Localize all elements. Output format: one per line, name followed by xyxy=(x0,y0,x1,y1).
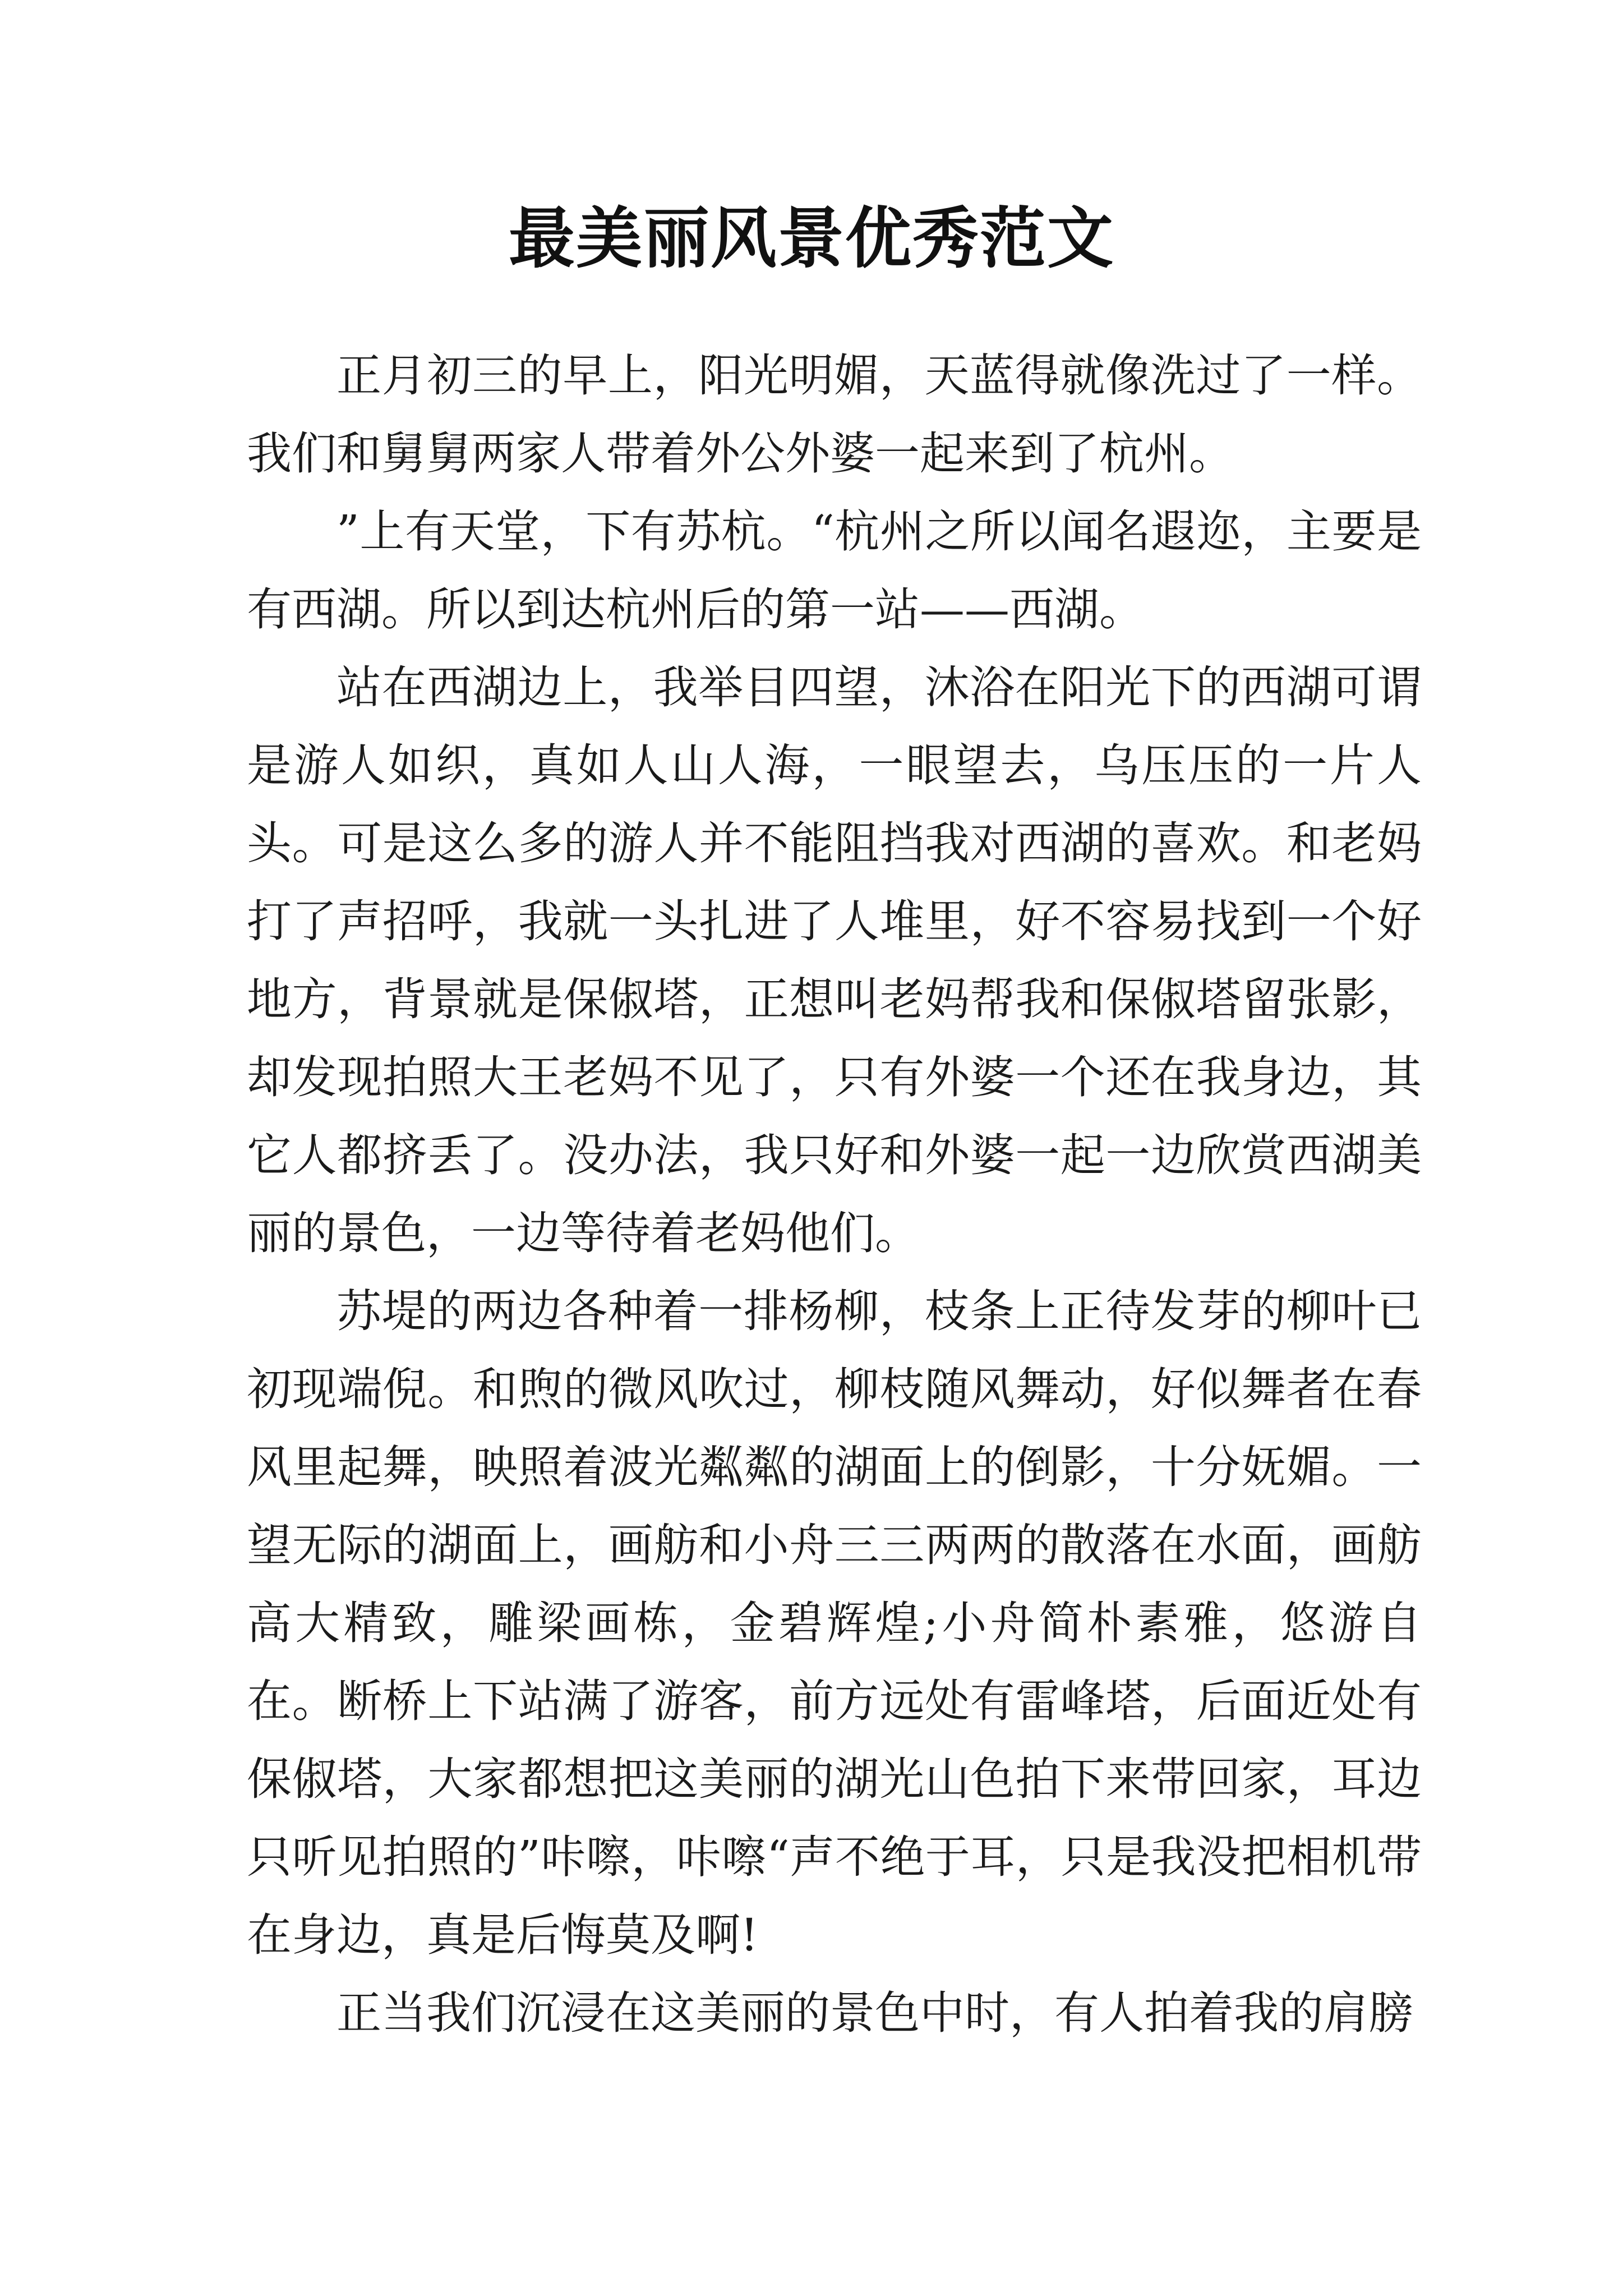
document-body xyxy=(247,337,1422,2052)
paragraph-3: 站在西湖边上，我举目四望，沐浴在阳光下的西湖可谓是游人如织，真如人山人海，一眼望去，乌压压的一片人头。可是这么多的游人并不能阻挡我对西湖的喜欢。和老妈打了声招呼，我就一头扎进了人堆里，好不容易找到一个好地方，背景就是保俶塔，正想叫老妈帮我和保俶塔留张影，却发现拍照大王老妈不见了，只有外婆一个还在我身边，其它人都挤丢了。没办法，我只好和外婆一起一边欣赏西湖美丽的景色，一边等待着老妈他们。 xyxy=(247,661,1422,1259)
paragraph-2: ”上有天堂，下有苏杭。“杭州之所以闻名遐迩，主要是有西湖。所以到达杭州后的第一站——西湖。 xyxy=(247,505,1422,636)
paragraph-5: 正当我们沉浸在这美丽的景色中时，有人拍着我的肩膀 xyxy=(336,1987,1413,2039)
document-title: 最美丽风景优秀范文 xyxy=(508,199,1114,277)
paragraph-4: 苏堤的两边各种着一排杨柳，枝条上正待发芽的柳叶已初现端倪。和煦的微风吹过，柳枝随风舞动，好似舞者在春风里起舞，映照着波光粼粼的湖面上的倒影，十分妩媚。一望无际的湖面上，画舫和小舟三三两两的散落在水面，画舫高大精致，雕梁画栋，金碧辉煌;小舟简朴素雅，悠游自在。断桥上下站满了游客，前方远处有雷峰塔，后面近处有保俶塔，大家都想把这美丽的湖光山色拍下来带回家，耳边只听见拍照的”咔嚓，咔嚓“声不绝于耳，只是我没把相机带在身边，真是后悔莫及啊! xyxy=(247,1285,1422,1961)
paragraph-1: 正月初三的早上，阳光明媚，天蓝得就像洗过了一样。我们和舅舅两家人带着外公外婆一起来到了杭州。 xyxy=(247,349,1422,480)
